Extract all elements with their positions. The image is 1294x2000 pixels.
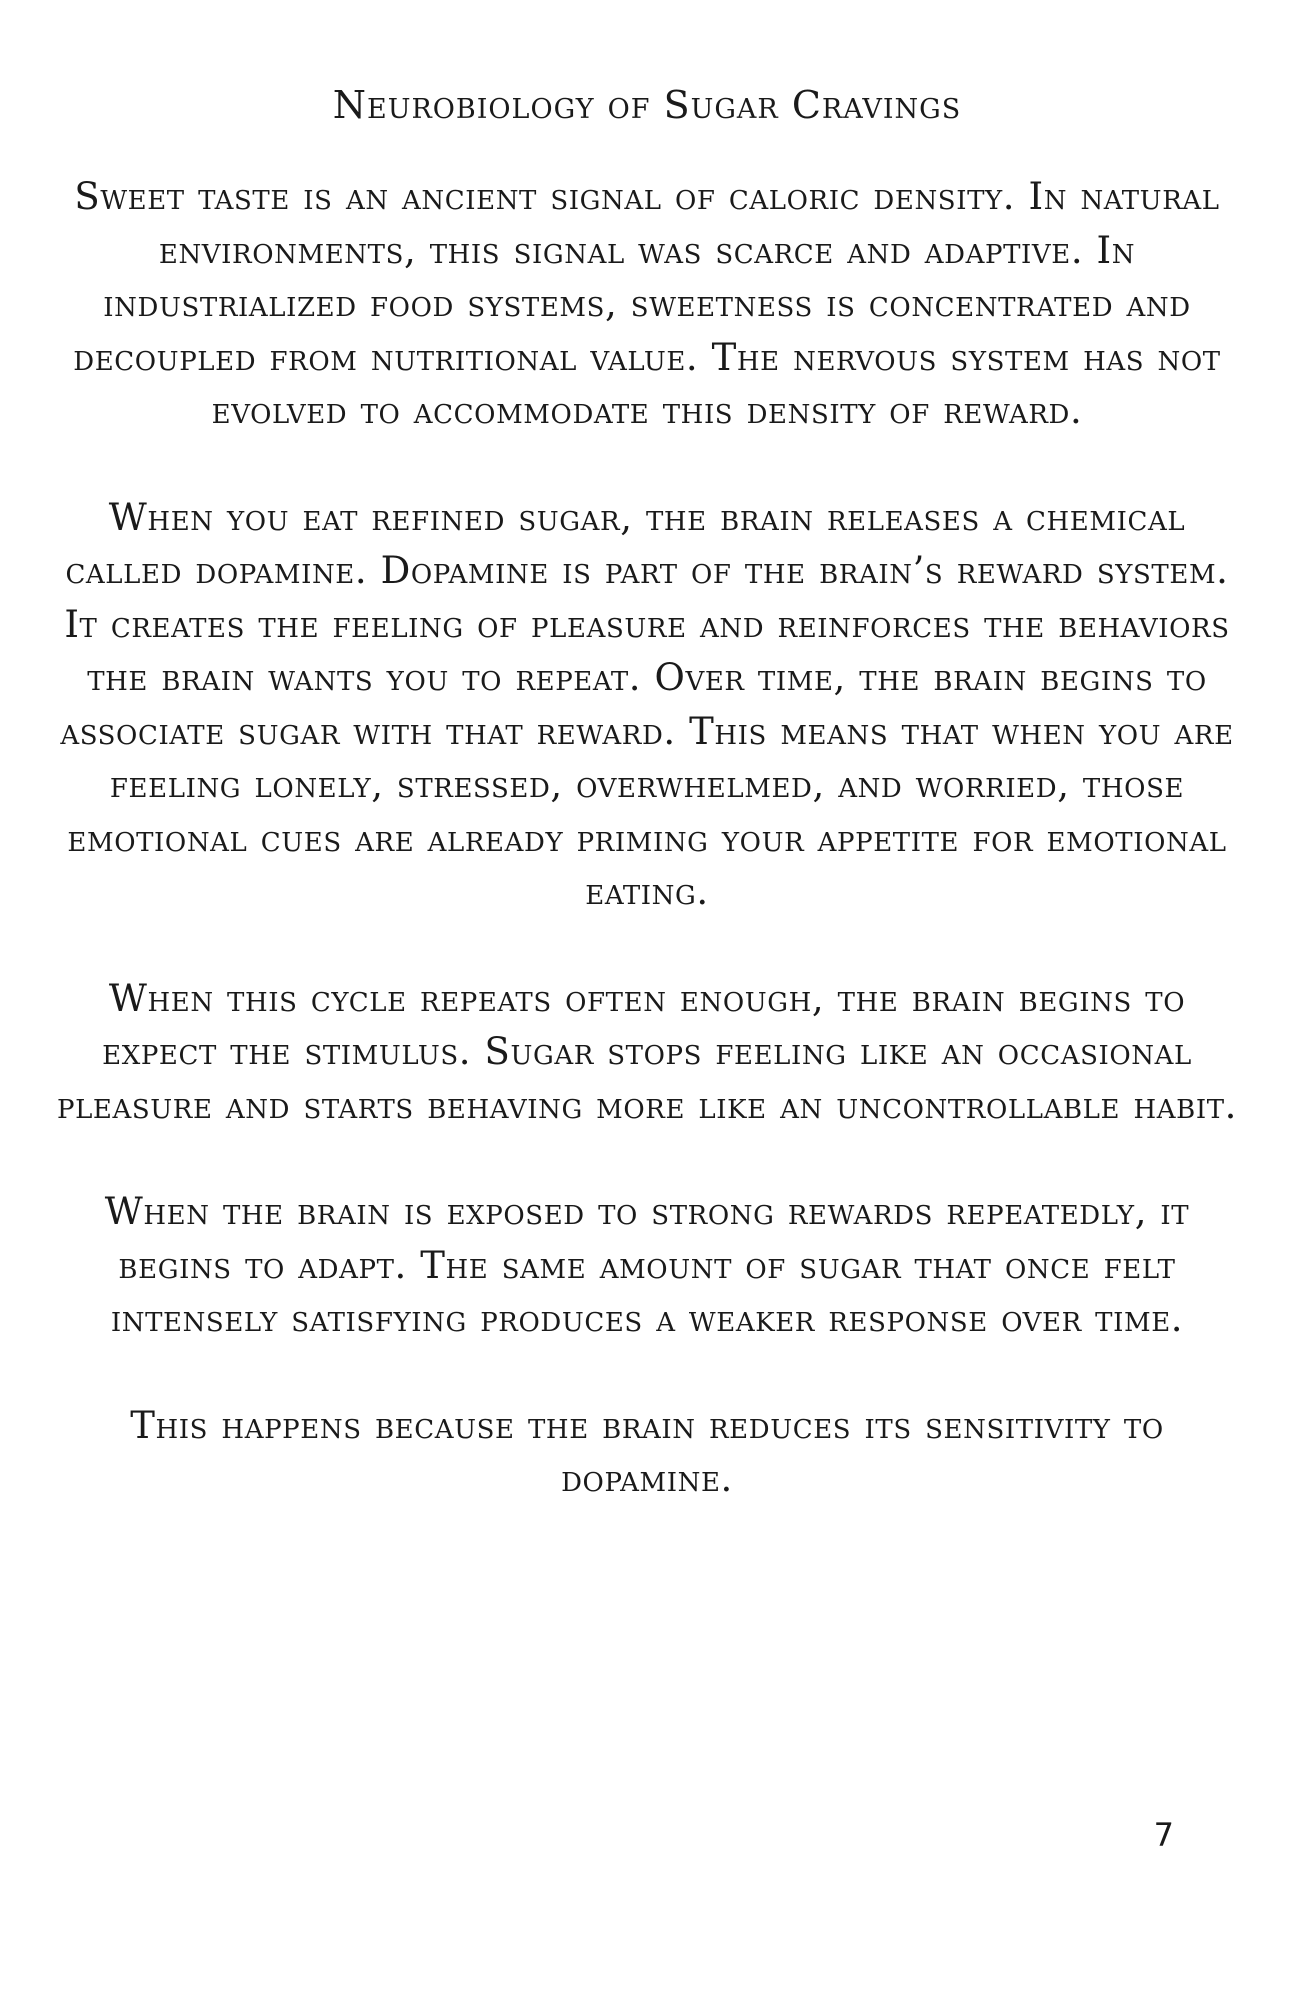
page-title: Neurobiology of Sugar Cravings — [332, 83, 962, 127]
paragraph: When you eat refined sugar, the brain releases a chemical called dopamine. Dopamine is part of the brain’s reward system. It creates the feeling of pleasure and reinforces the behaviors the brain wants you to repeat. Over time, the brain begins to associate sugar with that reward. This means that when you are feeling lonely, stressed, overwhelmed, and worried, those emotional cues are already priming your appetite for emotional eating. — [60, 495, 1234, 913]
paragraph: This happens because the brain reduces its sensitivity to dopamine. — [130, 1403, 1164, 1500]
paragraph: Sweet taste is an ancient signal of caloric density. In natural environments, this signal was scarce and adaptive. In industrialized food systems, sweetness is concentrated and decoupled from nutritional value. The nervous system has not evolved to accommodate this density of reward. — [73, 175, 1221, 432]
paragraph: When the brain is exposed to strong rewards repeatedly, it begins to adapt. The same amount of sugar that once felt intensely satisfying produces a weaker response over time. — [104, 1190, 1190, 1340]
page-number: 7 — [1153, 1816, 1174, 1854]
paragraph: When this cycle repeats often enough, the brain begins to expect the stimulus. Sugar stops feeling like an occasional pleasure and starts behaving more like an uncontrollable habit. — [56, 976, 1238, 1127]
body-text — [50, 170, 1244, 1559]
